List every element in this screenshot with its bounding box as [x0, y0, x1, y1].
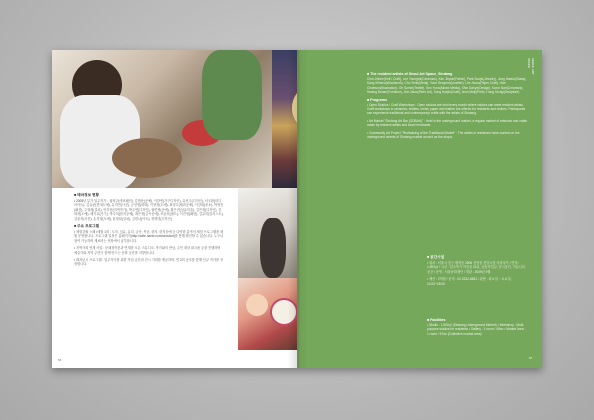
pottery-wheel	[112, 138, 182, 178]
section-body-status: • 2008년 부가 입주작가 : 권혁주(에코패션), 김범준(공예), 이한빈(가구디자인), 유신우(디자인), 서국환(미디어아트), 김유준(현대도예), 유지연(사진), 금선영(회화), 이현정(도예), 최정우(제과공예), 이강희(조소), 박정진(패션), 주형희(설치), 안강현(지역작가), 박주연(디자인), 권민영(공예), 황은진(섬유미술), 김은정(디자인), 김희정(도예), 배기호(가구), 박주미(한지공예), 최은정(금속공예), 조윤선(퀼트), 이진영(패션), 김유미(일러스트), 김윤지(사진), 손지영(도예), 윤정희(설치), 김한나(아트), 정영미(디자인)	[74, 199, 224, 221]
facilities-english-body: • Studio : 1,500㎡ (Sindang Underground Market) • Workshop : Multi-purpose studios for residents • Gallery : 1 room / 48m² • Market Area : 1 room / 57m² (Collective market area)	[427, 323, 526, 336]
section-body-community: • 지역사회 연계 사업 : 문래창작촌과 연계한 오픈 스튜디오, 작가와의 만남, 주민 대상 워크숍 등을 진행하며 예술가와 지역 주민이 함께 만드는 문화 공간을 지향합니다.	[74, 246, 221, 255]
children-photo	[238, 278, 302, 350]
helper-figure	[202, 50, 262, 140]
pottery-class-photo	[52, 50, 272, 188]
section-head-status: ■ 테마정보 현황	[74, 193, 99, 197]
right-page	[297, 50, 542, 368]
section-body-residency: • 레지던시 프로그램 : 입주작가를 위한 작업 공간과 전시 기회를 제공하며, 연 2회 공모를 통해 신규 작가를 선정합니다.	[74, 258, 224, 267]
left-text-column	[74, 193, 224, 270]
community-project-body: • Community Art Project "Revitalizing of the Traditional Market" : The artists in residence have worked on the underground streets of Sindang market around as the shops.	[367, 130, 520, 140]
facilities-korean-heading: ■ 공간시설	[427, 255, 445, 259]
artists-heading: ■ The resident artists of Seoul Art Space_Sindang	[367, 72, 453, 76]
child-face	[246, 294, 268, 316]
section-tab-label: SEOUL ART SPACE	[527, 58, 535, 75]
facilities-english-heading: ■ Facilities	[427, 318, 446, 322]
studio-photo	[238, 188, 300, 278]
section-head-programs: ■ 주요 프로그램	[74, 224, 99, 229]
section-body-programs: • 체험강좌 스페 /매월 1회 : 도자, 섬유, 유리, 금속, 목공, 한지, 한지공예 등 다양한 분야의 체험 프로그램을 매월 운영합니다. 프로그램 일정은 홈페이지(http://cafe.naver.com/seoulart)를 통해 확인할 수 있습니다. 누구나 참여 가능하며 재료비는 현장에서 납부합니다.	[74, 230, 224, 243]
programs-body: • Open Studios / Craft Workshops : Open studios are held every month where visitors can meet resident artists. Craft workshops in ceramics, textiles, metal, paper and leather are offered for residents and visitors. Participants can experience traditional and contemporary crafts with the artists of Sindang.	[367, 102, 526, 116]
right-page-number: 57	[529, 356, 533, 360]
facilities-korean-budget: • 예산 : 2억원 / 문의 : 02-2232-8831 / 관람 : 화요일 ~ 토요일, 10:00~18:00	[427, 277, 512, 286]
facilities-english-block	[427, 318, 527, 339]
magazine-spread	[52, 50, 542, 368]
facilities-korean-block	[427, 255, 527, 289]
artists-list: Choi Jinhee(Knit / Craft), Lee Youngmi(Ceramics), Kim Jihyun(Fabric), Park Soojin(Jewelry), Jung Haeun(Glass), Kang Minseo(Woodwork), Cho Yerin(Metal), Yoon Seoyeon(Leather), Lim Jiwoo(Paper Craft), Han Chaewon(Illustration), Oh Sumin(Textile), Seo Yuna(Mixed Media), Shin Dahye(Design), Kwon Nari(Ceramics), Hwang Boram(Furniture), Ahn Jisoo(Fiber Art), Song Hyejin(Craft), Jeon Minji(Print), Hong Seulgi(Sculpture)	[367, 77, 527, 95]
craft-plate	[270, 298, 298, 326]
artist-figure	[260, 218, 286, 278]
facilities-korean-body: • 위치 : 서울시 중구 황학동 2506 신당동 중앙시장 지하상가 / 면적 : 1,500㎡ / 시설 : 입주작가 작업실 24실, 공동작업실, 전시공간, 커뮤니티 공간 / 운영 : 서울문화재단 / 개관 : 2009년 9월	[427, 261, 525, 274]
left-page	[52, 50, 297, 368]
left-page-number: 56	[58, 358, 62, 362]
art-market-body: • Art Market "Sindang Art Bar (SOBAN)" : Held in the underground market, a regular market of artworks and crafts made by resident artists and local merchants.	[367, 118, 527, 128]
programs-heading: ■ Programs	[367, 97, 387, 102]
right-text-column	[367, 72, 527, 142]
